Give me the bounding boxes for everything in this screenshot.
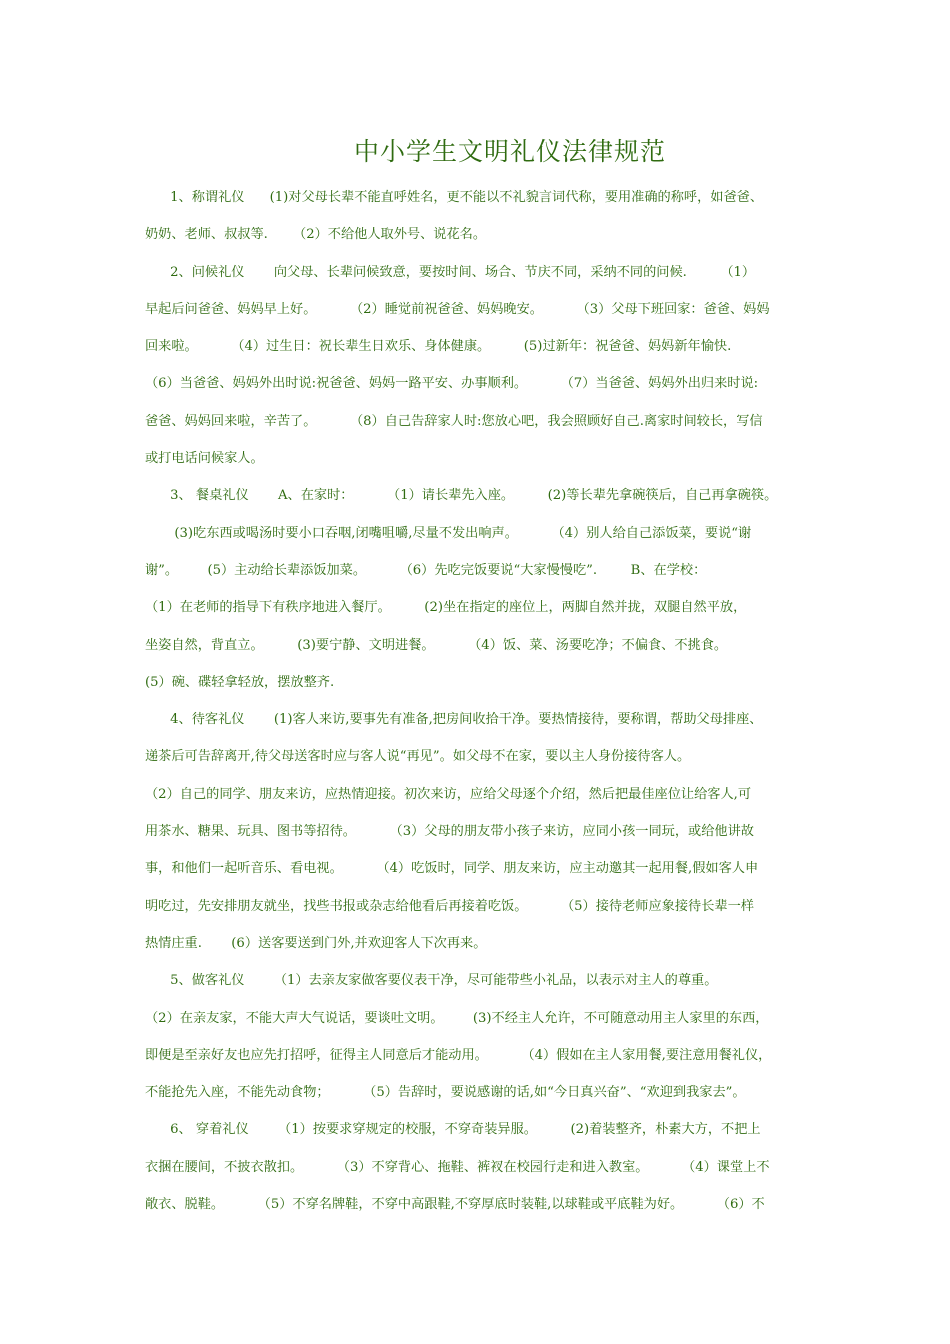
text-line: 递茶后可告辞离开,待父母送客时应与客人说“再见”。如父母不在家，要以主人身份接待客人。 bbox=[145, 749, 691, 765]
text-line: 即便是至亲好友也应先打招呼，征得主人同意后才能动用。 （4）假如在主人家用餐,要注意用餐礼仪， bbox=[145, 1047, 772, 1063]
text-line: 回来啦。 （4）过生日：祝长辈生日欢乐、身体健康。 (5)过新年：祝爸爸、妈妈新年愉快. bbox=[145, 339, 732, 355]
text-line: （1）在老师的指导下有秩序地进入餐厅。 (2)坐在指定的座位上，两脚自然并拢，双腿自然平放， bbox=[145, 600, 747, 616]
text-line: (3)吃东西或喝汤时要小口吞咽,闭嘴咀嚼,尽量不发出响声。 （4）别人给自己添饭菜，要说“谢 bbox=[145, 525, 752, 541]
text-line: 事，和他们一起听音乐、看电视。 （4）吃饭时，同学、朋友来访，应主动邀其一起用餐,假如客人申 bbox=[145, 861, 759, 877]
text-line: 坐姿自然，背直立。 (3)要宁静、文明进餐。 （4）饭、菜、汤要吃净；不偏食、不挑食。 bbox=[145, 637, 728, 653]
text-line: 4、待客礼仪 (1)客人来访,要事先有准备,把房间收拾干净。要热情接待，要称谓，帮助父母排座、 bbox=[145, 712, 763, 728]
text-line: 谢”。 (5）主动给长辈添饭加菜。 （6）先吃完饭要说“大家慢慢吃”. B、在学校： bbox=[145, 562, 707, 578]
document-title: 中小学生文明礼仪法律规范 bbox=[353, 137, 666, 166]
text-line: 6、 穿着礼仪 （1）按要求穿规定的校服，不穿奇装异服。 (2)着装整齐，朴素大方，不把上 bbox=[145, 1122, 761, 1138]
text-line: (5）碗、碟轻拿轻放，摆放整齐. bbox=[145, 674, 335, 690]
text-line: 5、做客礼仪 （1）去亲友家做客要仪表干净，尽可能带些小礼品，以表示对主人的尊重。 bbox=[145, 973, 718, 989]
text-line: 爸爸、妈妈回来啦，辛苦了。 （8）自己告辞家人时:您放心吧，我会照顾好自己.离家时间较长，写信 bbox=[145, 413, 763, 429]
text-line: 用茶水、糖果、玩具、图书等招待。 （3）父母的朋友带小孩子来访，应同小孩一同玩，或给他讲故 bbox=[145, 824, 754, 840]
text-line: （6）当爸爸、妈妈外出时说:祝爸爸、妈妈一路平安、办事顺利。 （7）当爸爸、妈妈外出归来时说: bbox=[145, 376, 759, 392]
text-line: 敞衣、脱鞋。 （5）不穿名牌鞋，不穿中高跟鞋,不穿厚底时装鞋,以球鞋或平底鞋为好。 （6）不 bbox=[145, 1197, 765, 1213]
text-line: 不能抢先入座，不能先动食物； （5）告辞时，要说感谢的话,如“今日真兴奋”、“欢迎到我家去”。 bbox=[145, 1085, 746, 1101]
text-line: 3、 餐桌礼仪 A、在家时： （1）请长辈先入座。 (2)等长辈先拿碗筷后，自己再拿碗筷。 bbox=[145, 488, 778, 504]
text-line: 1、称谓礼仪 (1)对父母长辈不能直呼姓名，更不能以不礼貌言词代称，要用准确的称呼，如爸爸、 bbox=[145, 190, 764, 205]
text-line: 热情庄重. (6）送客要送到门外,并欢迎客人下次再来。 bbox=[145, 935, 487, 951]
text-line: 奶奶、老师、叔叔等. （2）不给他人取外号、说花名。 bbox=[145, 227, 487, 243]
text-line: 或打电话问候家人。 bbox=[145, 451, 264, 467]
text-line: 2、问候礼仪 向父母、长辈问候致意，要按时间、场合、节庆不同，采纳不同的问候. （1） bbox=[145, 264, 756, 280]
text-line: （2）在亲友家，不能大声大气说话，要谈吐文明。 (3)不经主人允许，不可随意动用主人家里的东西， bbox=[145, 1010, 769, 1026]
text-line: 衣捆在腰间，不披衣散扣。 （3）不穿背心、拖鞋、裤衩在校园行走和进入教室。 （4）课堂上不 bbox=[145, 1159, 770, 1175]
text-line: （2）自己的同学、朋友来访，应热情迎接。初次来访，应给父母逐个介绍，然后把最佳座位让给客人,可 bbox=[145, 786, 752, 802]
text-line: 早起后问爸爸、妈妈早上好。 （2）睡觉前祝爸爸、妈妈晚安。 （3）父母下班回家：爸爸、妈妈 bbox=[145, 301, 770, 317]
text-line: 明吃过，先安排朋友就坐，找些书报或杂志给他看后再接着吃饭。 （5）接待老师应象接待长辈一样 bbox=[145, 898, 754, 914]
document-body bbox=[145, 184, 810, 1228]
